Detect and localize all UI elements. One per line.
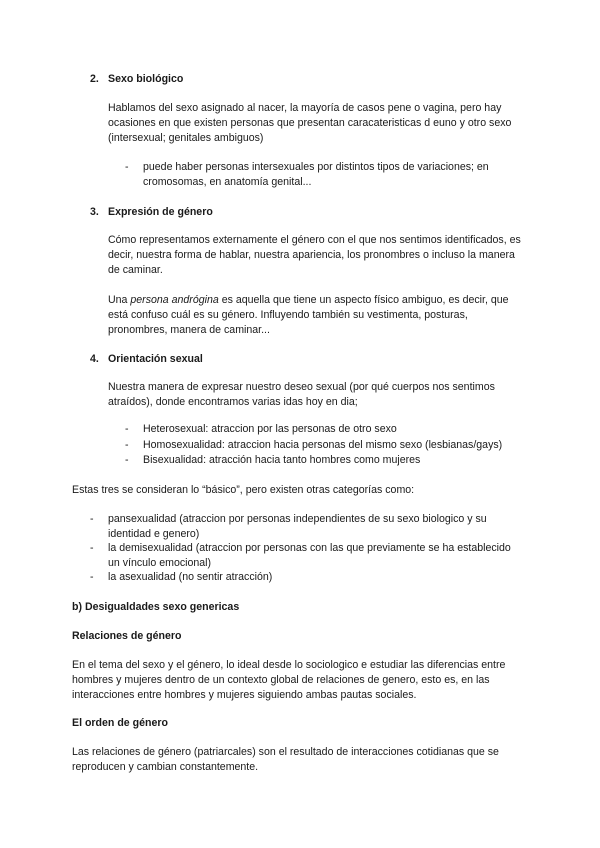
category-item [90, 512, 515, 542]
section-2-title: Sexo biológico [108, 73, 184, 85]
category-item-text: la asexualidad (no sentir atracción) [108, 571, 273, 583]
section-b-heading: b) Desigualdades sexo genericas [72, 601, 240, 613]
section-2-number: 2. [90, 73, 99, 85]
section-4-bullet [125, 422, 535, 437]
section-3-paragraph-1: Cómo representamos externamente el género con el que nos sentimos identificados, es decir, nuestra forma de hablar, nuestra apariencia, los pronombres o incluso la manera de caminar. [108, 234, 521, 276]
section-4-bullet-text: Homosexualidad: atraccion hacia personas del mismo sexo (lesbianas/gays) [143, 439, 503, 451]
bullet-dash: - [125, 439, 129, 451]
category-item-text: pansexualidad (atraccion por personas independientes de su sexo biologico y su identidad e genero) [108, 513, 487, 540]
section-2-paragraph: Hablamos del sexo asignado al nacer, la mayoría de casos pene o vagina, pero hay ocasiones en que existen personas que presentan caracateristicas d euno y otro sexo (intersexual; genitales ambiguos) [108, 102, 512, 144]
category-item [90, 570, 515, 585]
section-4-bullet [125, 438, 535, 453]
bullet-dash: - [90, 513, 94, 525]
bullet-dash: - [125, 161, 129, 173]
section-4-number: 4. [90, 353, 99, 365]
section-2-heading [90, 72, 530, 87]
section-2-bullet-text: puede haber personas intersexuales por distintos tipos de variaciones; en cromosomas, en anatomía genital... [143, 161, 489, 188]
category-item-text: la demisexualidad (atraccion por personas con las que previamente se ha establecido un vínculo emocional) [108, 542, 511, 569]
bullet-dash: - [90, 542, 94, 554]
section-4-bullet-text: Bisexualidad: atracción hacia tanto hombres como mujeres [143, 454, 421, 466]
section-3-heading [90, 205, 530, 220]
section-4-bullet [125, 453, 535, 468]
relations-paragraph: En el tema del sexo y el género, lo ideal desde lo sociologico e estudiar las diferencias entre hombres y mujeres dentro de un contexto global de relaciones de genero, esto es, en las interacciones entre hombres y mujeres siguiendo ambas pautas sociales. [72, 659, 506, 701]
category-item [90, 541, 515, 571]
section-3-p2-start: Una [108, 294, 128, 306]
gender-order-heading: El orden de género [72, 717, 168, 729]
categories-intro: Estas tres se consideran lo “básico”, pero existen otras categorías como: [72, 484, 415, 496]
section-3-number: 3. [90, 206, 99, 218]
section-4-paragraph: Nuestra manera de expresar nuestro deseo sexual (por qué cuerpos nos sentimos atraídos), donde encontramos varias idas hoy en dia; [108, 381, 495, 408]
bullet-dash: - [90, 571, 94, 583]
section-3-title: Expresión de género [108, 206, 213, 218]
section-2-bullet [125, 160, 515, 190]
section-4-bullet-text: Heterosexual: atraccion por las personas de otro sexo [143, 423, 397, 435]
section-4-heading [90, 352, 530, 367]
bullet-dash: - [125, 454, 129, 466]
section-3-p2-end: es aquella que tiene un aspecto físico ambiguo, es decir, que está confuso cuál es su género. Influyendo también su vestimenta, posturas, pronombres, manera de caminar... [108, 294, 509, 336]
section-4-title: Orientación sexual [108, 353, 203, 365]
gender-order-paragraph: Las relaciones de género (patriarcales) son el resultado de interacciones cotidianas que se reproducen y cambian constantemente. [72, 746, 499, 773]
section-3-p2-emphasis: persona andrógina [130, 294, 219, 306]
section-3-paragraph-2 [108, 293, 518, 338]
relations-heading: Relaciones de género [72, 630, 182, 642]
bullet-dash: - [125, 423, 129, 435]
